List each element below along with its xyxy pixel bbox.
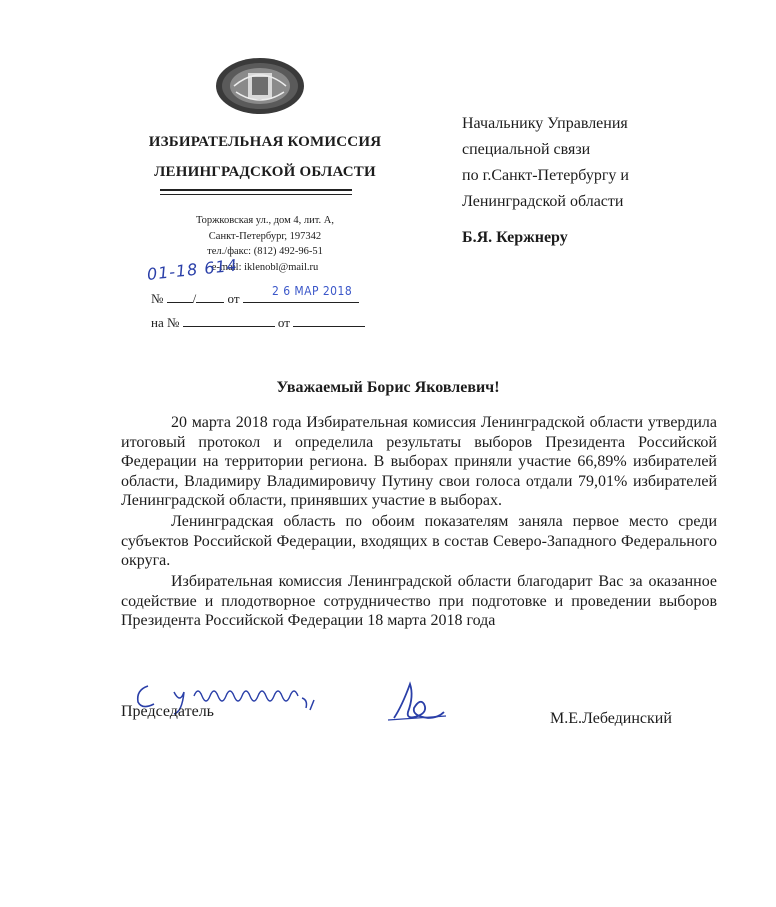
address-line2: Санкт-Петербург, 197342 bbox=[208, 230, 322, 242]
organization-name bbox=[120, 127, 410, 187]
ref-number-label: № bbox=[151, 291, 164, 306]
address-line1: Торжковская ул., дом 4, лит. А, bbox=[196, 215, 334, 226]
ref-reply-blank bbox=[183, 314, 275, 327]
recipient-line1: Начальнику Управления bbox=[462, 115, 628, 132]
ref-reply-date-blank bbox=[293, 314, 365, 327]
ref-reply-label: на № bbox=[151, 315, 180, 330]
recipient-block bbox=[462, 111, 762, 215]
letter-paragraph-2: Ленинградская область по обоим показателям заняла первое место среди субъектов Российской Федерации, входящих в состав Северо-Западного Федерального округа. bbox=[121, 513, 717, 569]
header-divider-thin bbox=[160, 194, 352, 195]
organization-name-line2: ЛЕНИНГРАДСКОЙ ОБЛАСТИ bbox=[154, 164, 376, 180]
email: e-mail: iklenobl@mail.ru bbox=[211, 261, 319, 273]
ref-date-label: от bbox=[227, 291, 240, 306]
ref-number-blank-2 bbox=[196, 290, 224, 303]
recipient-name: Б.Я. Кержнеру bbox=[462, 229, 568, 246]
phone-fax: тел./факс: (812) 492-96-51 bbox=[207, 246, 323, 257]
ref-reply-date-label: от bbox=[277, 315, 290, 330]
salutation: Уважаемый Борис Яковлевич! bbox=[276, 379, 500, 396]
ref-number-blank-1 bbox=[167, 290, 193, 303]
commission-emblem-logo bbox=[214, 56, 306, 116]
recipient-line4: Ленинградской области bbox=[462, 193, 624, 210]
recipient-line2: специальной связи bbox=[462, 141, 591, 158]
date-stamp: 2 6 МАР 2018 bbox=[272, 284, 353, 298]
letter-paragraph-1: 20 марта 2018 года Избирательная комиссия Ленинградской области утвердила итоговый протокол и определила результаты выборов Президента Российской Федерации на территории региона. В выборах приняли участие 66,89% избирателей области, Владимиру Владимировичу Путину свои голоса отдали 79,01% избирателей Ленинградской области, принявших участие в выборах. bbox=[121, 414, 717, 509]
signature-mark bbox=[384, 676, 454, 726]
letter-body bbox=[121, 413, 717, 632]
header-divider-thick bbox=[160, 189, 352, 191]
organization-name-line1: ИЗБИРАТЕЛЬНАЯ КОМИССИЯ bbox=[148, 134, 382, 150]
signatory-position: Председатель bbox=[121, 703, 214, 720]
signatory-name: М.Е.Лебединский bbox=[550, 710, 672, 727]
recipient-line3: по г.Санкт-Петербургу и bbox=[462, 167, 629, 184]
handwritten-registration-number: 01-18 614 bbox=[146, 255, 239, 284]
outgoing-reference-line: № / от bbox=[151, 290, 359, 307]
reply-reference-line bbox=[151, 314, 365, 331]
letter-paragraph-3: Избирательная комиссия Ленинградской области благодарит Вас за оказанное содействие и плодотворное сотрудничество при подготовке и проведении выборов Президента Российской Федерации 18 марта 2018 года bbox=[121, 573, 717, 629]
